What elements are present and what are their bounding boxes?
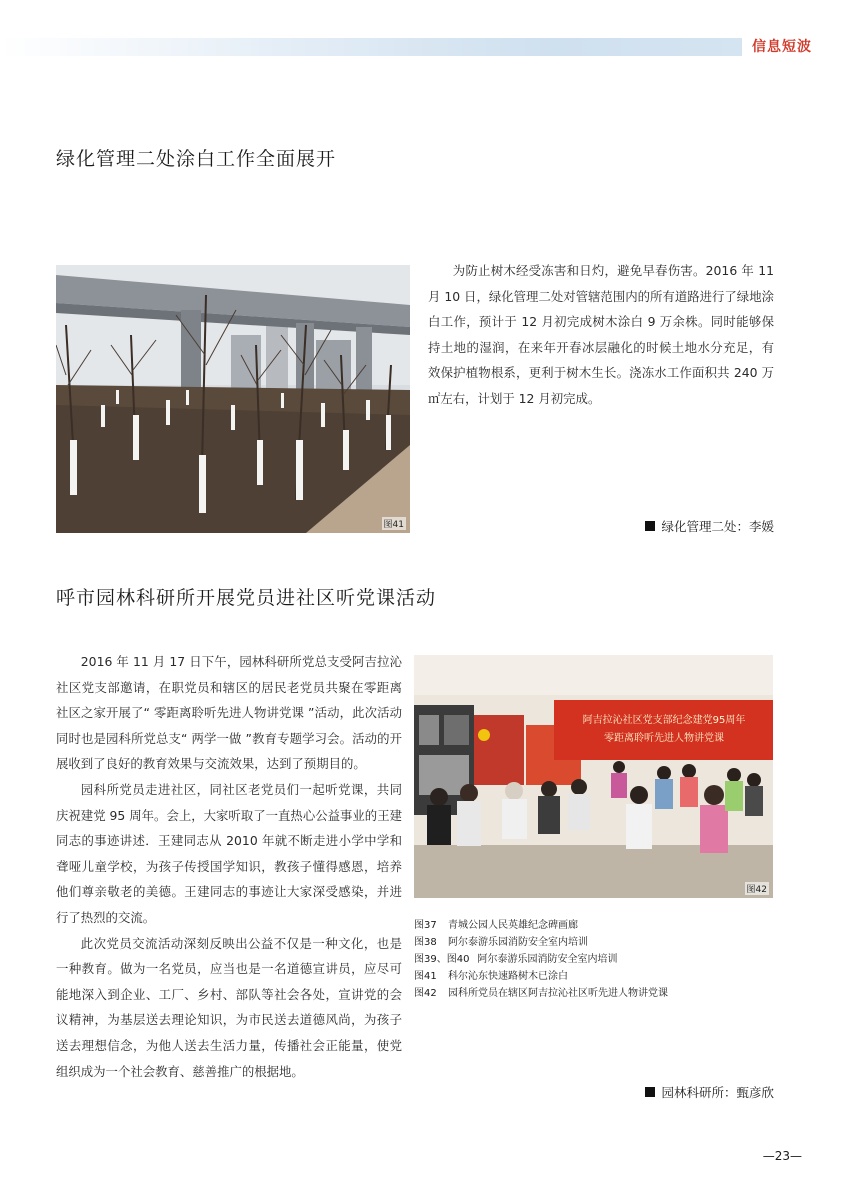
- photo1-label: 图41: [382, 517, 406, 530]
- caption-row: 图39、图40 阿尔泰游乐园消防安全室内培训: [414, 954, 618, 965]
- caption-row: 图42 园科所党员在辖区阿吉拉沁社区听先进人物讲党课: [414, 988, 668, 999]
- article1-paragraph: 为防止树木经受冻害和日灼，避免早春伤害。2016 年 11 月 10 日，绿化管理二处对管辖范围内的所有道路进行了绿地涂白工作，预计于 12 月初完成树木涂白 9 万余株。同时能够保持土地的湿润，在来年开春冰层融化的时候土地水分充足，有效保护植物根系，更利于树木生长。浇冻水工作面积共 240 万㎡左右，计划于 12 月初完成。: [428, 263, 774, 406]
- article2-paragraph-2: 园科所党员走进社区，同社区老党员们一起听党课，共同庆祝建党 95 周年。会上，大家听取了一直热心公益事业的王建同志的事迹讲述．王建同志从 2010 年就不断走进小学中学和聋哑儿童学校，为孩子传授国学知识，教孩子懂得感恩，培养他们尊亲敬老的美德。王建同志的事迹让大家深受感染，并进行了热烈的交流。: [56, 781, 402, 925]
- banner-line-1: 阿吉拉沁社区党支部纪念建党95周年: [582, 715, 746, 726]
- article2-paragraph-1: 2016 年 11 月 17 日下午，园林科研所党总支受阿吉拉沁社区党支部邀请，在职党员和辖区的居民老党员共聚在零距离社区之家开展了“ 零距离聆听先进人物讲党课 ”活动，此次活动同时也是园科所党总支“ 两学一做 ”教育专题学习会。活动的开展收到了良好的教育效果与交流效果，达到了预期目的。: [56, 654, 402, 772]
- article2-byline: [645, 1083, 774, 1101]
- header-band: [0, 38, 850, 56]
- photo2-label: 图42: [745, 882, 769, 895]
- article1-byline: [645, 517, 774, 535]
- article1-byline-text: 绿化管理二处：李媛: [661, 519, 774, 534]
- caption-row: 图41 科尔沁东快速路树木已涂白: [414, 971, 568, 982]
- banner-line-2: 零距离聆听先进人物讲党课: [604, 733, 724, 744]
- photo-trees-whitewashed: [56, 265, 410, 533]
- article2-title: 呼市园林科研所开展党员进社区听党课活动: [56, 587, 437, 609]
- article2-paragraph-3: 此次党员交流活动深刻反映出公益不仅是一种文化，也是一种教育。做为一名党员，应当也是一名道德宣讲员，应尽可能地深入到企业、工厂、乡村、部队等社会各处，宣讲党的会议精神，为基层送去理论知识，为市民送去道德风尚，为孩子送去理想信念，为他人送去生活力量，传播社会正能量，使党组织成为一个社会教育、慈善推广的根据地。: [56, 935, 402, 1079]
- section-tag: 信息短波: [742, 34, 850, 60]
- article2-body: [56, 649, 402, 1084]
- article1-body: [428, 258, 774, 412]
- caption-row: 图37 青城公园人民英雄纪念碑画廊: [414, 920, 578, 931]
- figure-captions: [414, 917, 774, 1002]
- article2-byline-text: 园林科研所：甄彦欣: [661, 1085, 774, 1100]
- article1-title: 绿化管理二处涂白工作全面展开: [56, 148, 337, 170]
- caption-row: 图38 阿尔泰游乐园消防安全室内培训: [414, 937, 588, 948]
- square-bullet-icon: [645, 1087, 655, 1097]
- photo-party-lecture: [414, 655, 773, 898]
- square-bullet-icon: [645, 521, 655, 531]
- page-number: —23—: [762, 1149, 802, 1163]
